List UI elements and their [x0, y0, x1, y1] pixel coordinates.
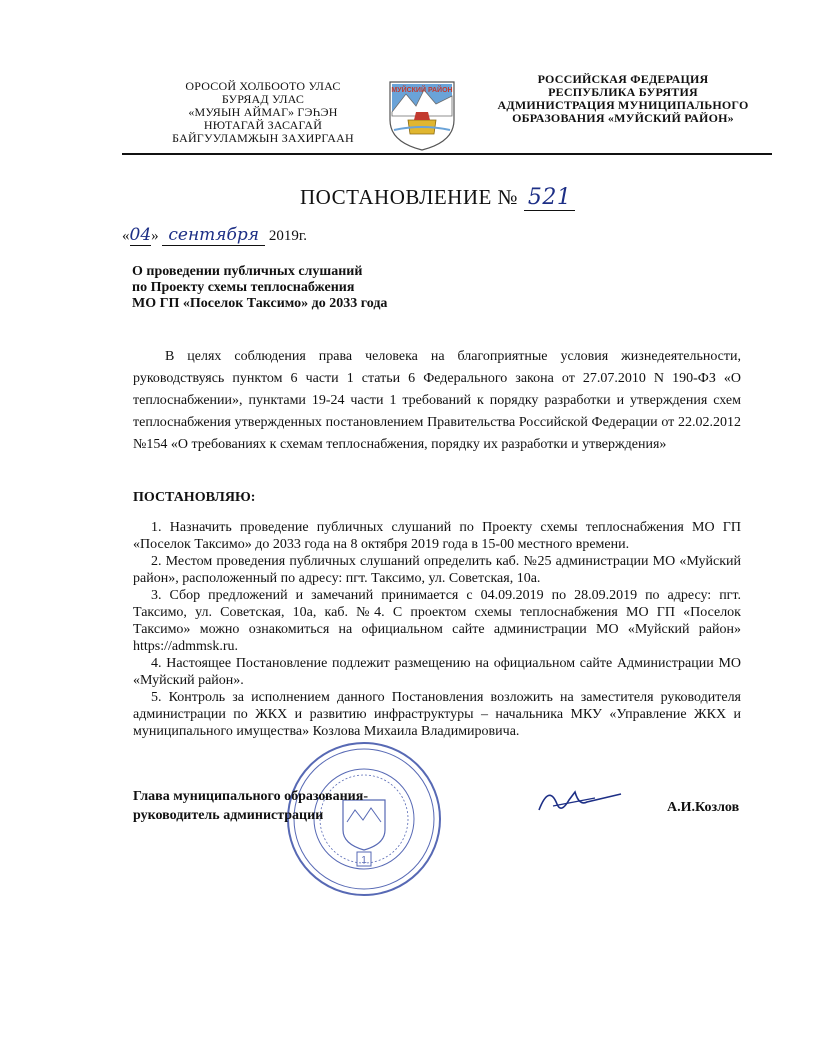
decree-item: 3. Сбор предложений и замечаний принимается с 04.09.2019 по 28.09.2019 по адресу: пгт. Таксимо, ул. Советская, 10а, каб. №4. С проектом схемы теплоснабжения МО ГП «Поселок Таксимо» можно ознакомиться на официальном сайте администрации МО «Муйский район» https://admmsk.ru.: [133, 588, 741, 654]
decree-item: 4. Настоящее Постановление подлежит размещению на официальном сайте Администрации МО «Муйский район».: [133, 656, 741, 688]
document-subject: [132, 264, 387, 312]
header-right-line: РЕСПУБЛИКА БУРЯТИЯ: [548, 85, 698, 99]
header-divider: [122, 153, 772, 155]
signer-title-line: Глава муниципального образования-: [133, 789, 368, 804]
handwritten-signature: [535, 780, 625, 822]
date-year: 2019г.: [268, 228, 308, 244]
decree-item: 5. Контроль за исполнением данного Постановления возложить на заместителя руководителя администрации по ЖКХ и развитию инфраструктуры – начальника МКУ «Управление ЖКХ и муниципального имущества» Козлова Михаила Владимировича.: [133, 690, 741, 739]
date-day: 04: [129, 225, 152, 245]
title-text: ПОСТАНОВЛЕНИЕ №: [300, 185, 519, 209]
emblem-caption: МУЙСКИЙ РАЙОН: [391, 87, 453, 94]
signer-title-line: руководитель администрации: [133, 808, 324, 823]
header-left-line: БАЙГУУЛАМЖЫН ЗАХИРГААН: [172, 131, 354, 145]
signer-title: [133, 787, 368, 825]
subject-line: О проведении публичных слушаний: [132, 264, 363, 279]
date-month: сентября: [162, 225, 265, 246]
header-right-line: АДМИНИСТРАЦИЯ МУНИЦИПАЛЬНОГО: [497, 98, 749, 112]
subject-line: по Проекту схемы теплоснабжения: [132, 280, 355, 295]
document-date: «04» сентября 2019г.: [122, 225, 308, 245]
svg-text:1: 1: [361, 855, 367, 866]
document-title: [300, 185, 575, 211]
header-right-line: ОБРАЗОВАНИЯ «МУЙСКИЙ РАЙОН»: [512, 111, 734, 125]
header-right-block: [478, 73, 768, 125]
header-left-line: БУРЯАД УЛАС: [221, 92, 305, 106]
header-left-block: [148, 80, 378, 145]
subject-line: МО ГП «Поселок Таксимо» до 2033 года: [132, 296, 388, 311]
header-left-line: ОРОСОЙ ХОЛБООТО УЛАС: [185, 79, 341, 93]
preamble-paragraph: В целях соблюдения права человека на благоприятные условия жизнедеятельности, руководствуясь пунктом 6 части 1 статьи 6 Федерального закона от 27.07.2010 N 190-ФЗ «О теплоснабжении», пунктами 19-24 части 1 требований к порядку разработки и утверждения схем теплоснабжения утвержденных постановлением Правительства Российской Федерации от 22.02.2012 №154 «О требованиях к схемам теплоснабжения, порядку их разработки и утверждения»: [133, 349, 741, 452]
header-left-line: НЮТАГАЙ ЗАСАГАЙ: [203, 118, 323, 132]
decree-item: 2. Местом проведения публичных слушаний определить каб. №25 администрации МО «Муйский район», расположенный по адресу: пгт. Таксимо, ул. Советская, 10а.: [133, 554, 741, 586]
document-number: 521: [524, 185, 576, 211]
decree-items-list: [133, 519, 741, 740]
signer-name: А.И.Козлов: [667, 800, 740, 815]
header-left-line: «МУЯЫН АЙМАГ» ГЭҺЭН: [188, 105, 338, 119]
decree-heading: ПОСТАНОВЛЯЮ:: [133, 490, 256, 505]
decree-item: 1. Назначить проведение публичных слушаний по Проекту схемы теплоснабжения МО ГП «Поселок Таксимо» до 2033 года на 8 октября 2019 года в 15-00 местного времени.: [133, 520, 741, 552]
coat-of-arms-emblem: [382, 72, 462, 152]
header-right-line: РОССИЙСКАЯ ФЕДЕРАЦИЯ: [537, 72, 709, 86]
